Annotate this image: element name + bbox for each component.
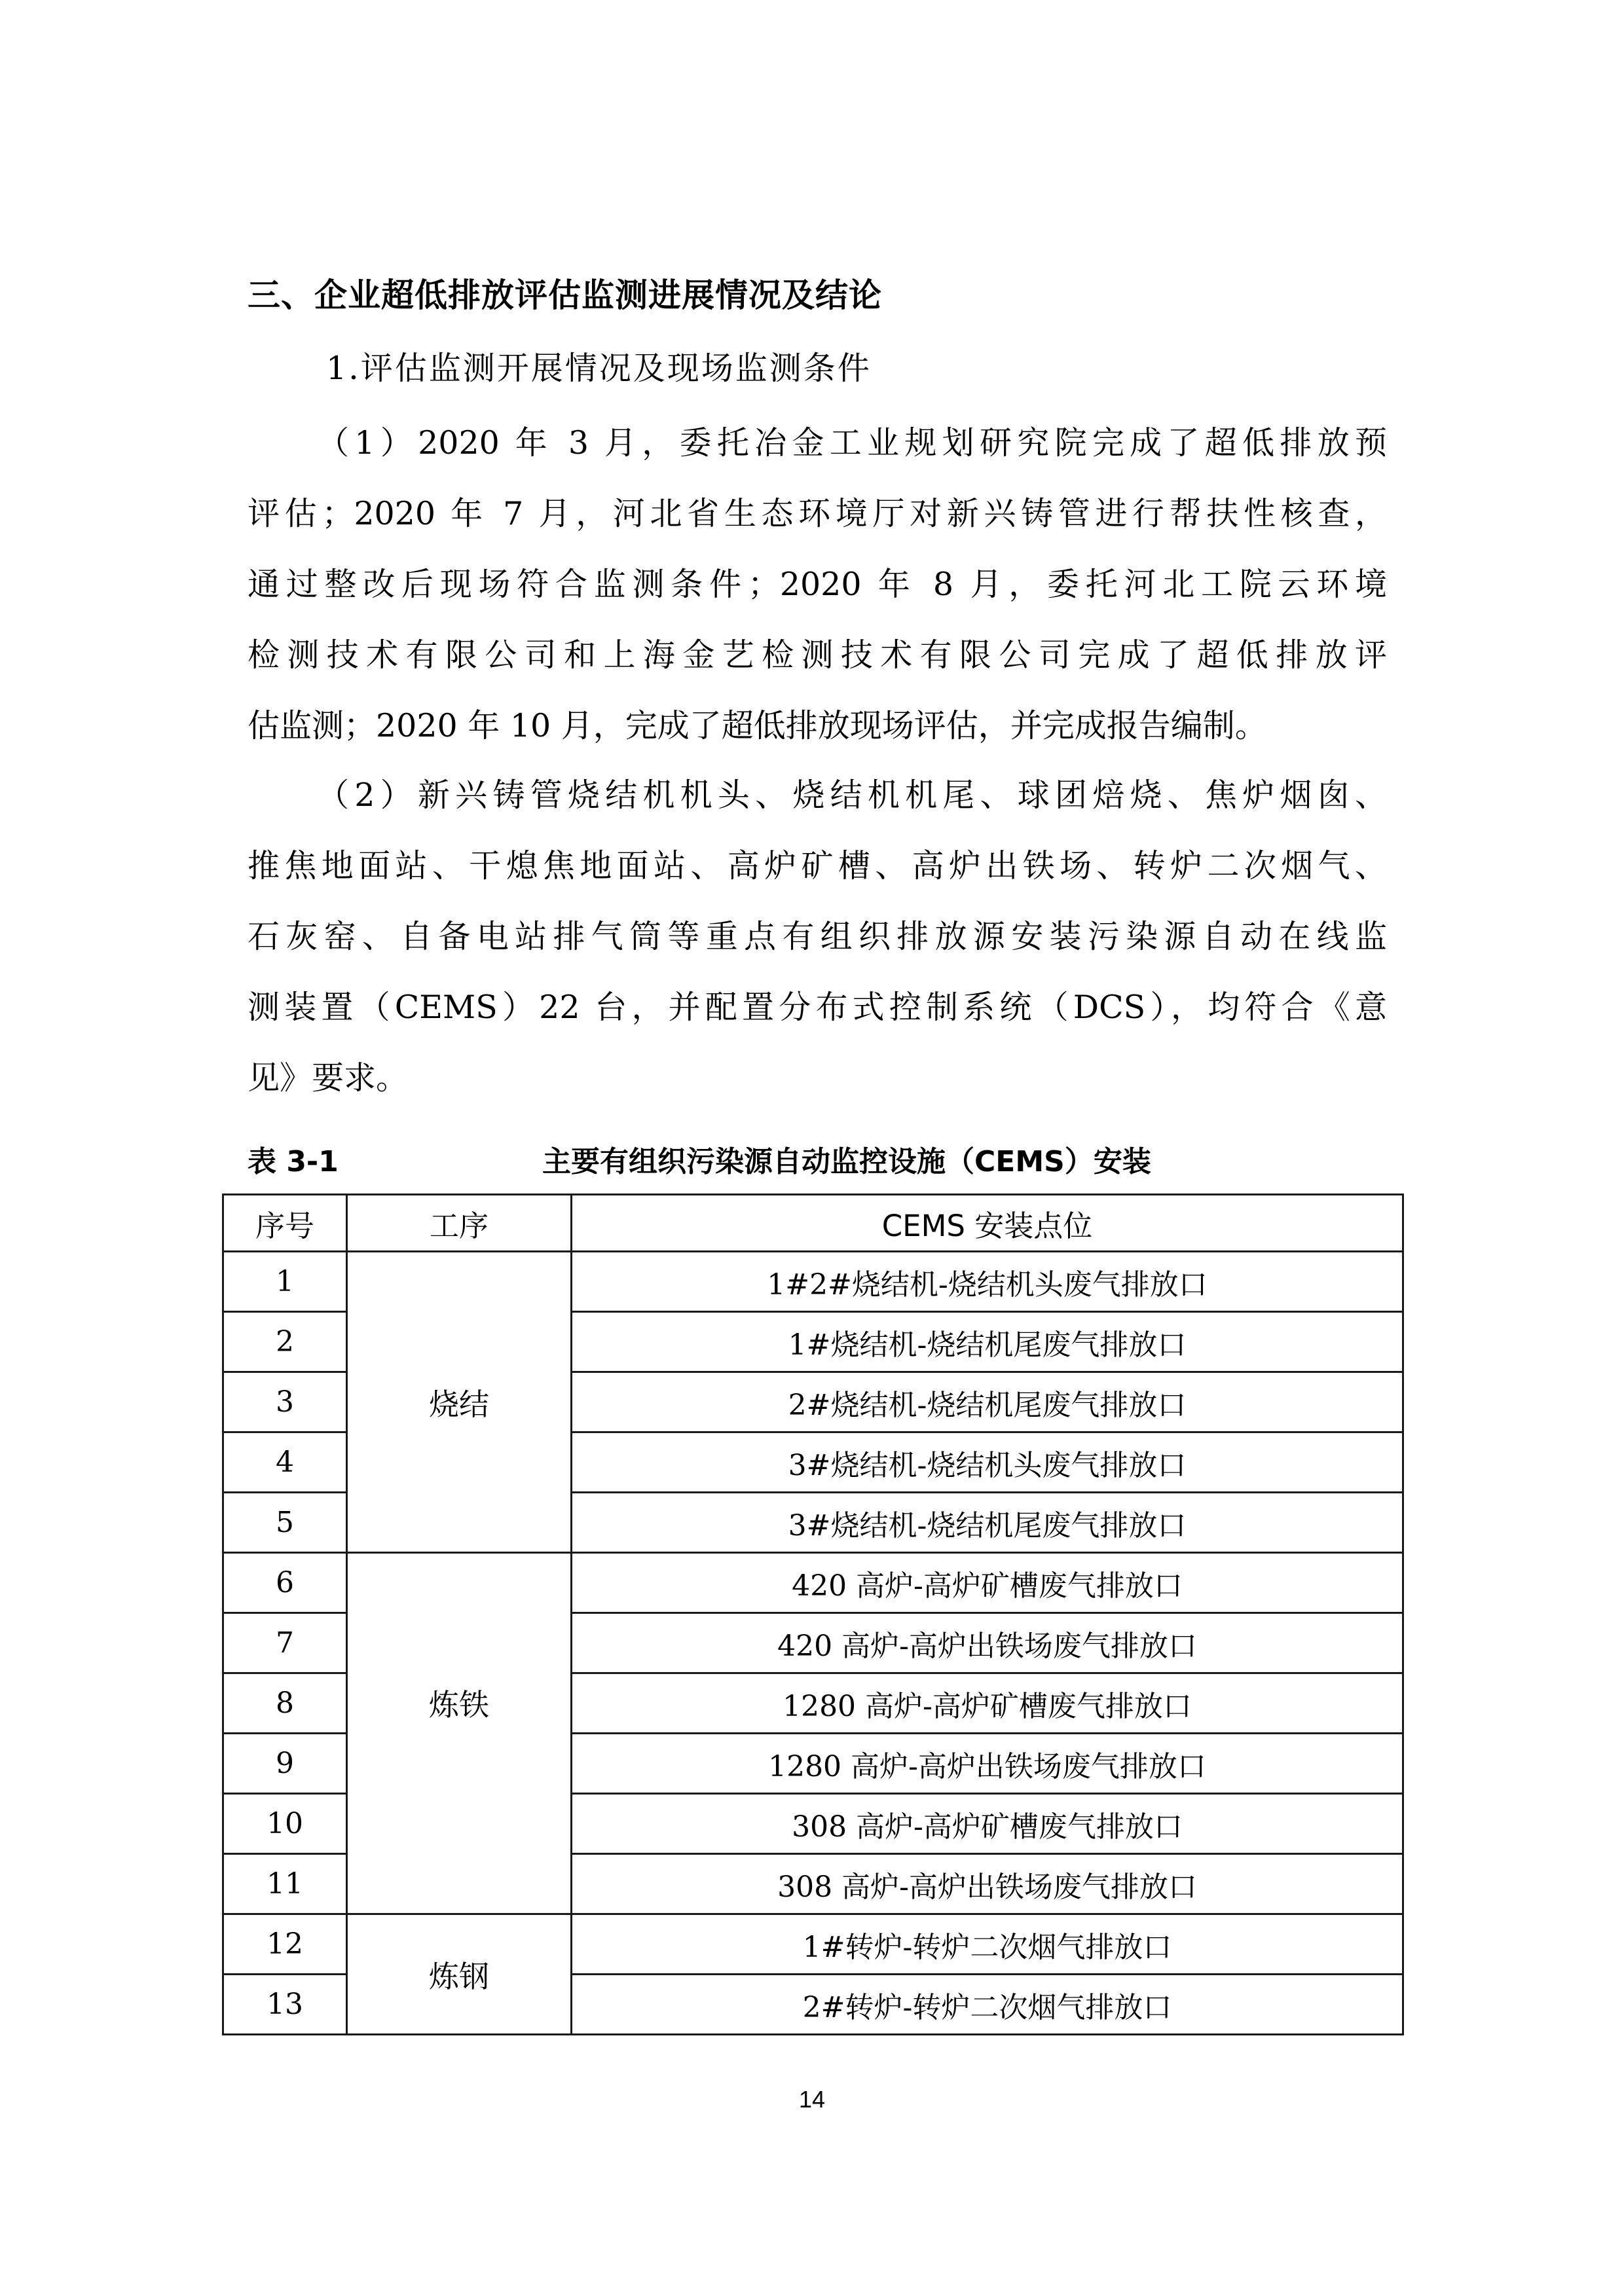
cell-serial-number: 12 xyxy=(223,1914,347,1975)
subsection-heading: 1.评估监测开展情况及现场监测条件 xyxy=(326,350,872,387)
cell-cems-location: 420 高炉-高炉矿槽废气排放口 xyxy=(572,1553,1403,1613)
cell-cems-location: 3#烧结机-烧结机尾废气排放口 xyxy=(572,1493,1403,1553)
paragraph-line: 通过整改后现场符合监测条件；2020 年 8 月，委托河北工院云环境 xyxy=(248,566,1387,603)
cell-serial-number: 9 xyxy=(223,1734,347,1794)
cell-serial-number: 10 xyxy=(223,1794,347,1854)
paragraph-evaluation-timeline xyxy=(248,420,1387,774)
header-process: 工序 xyxy=(347,1195,572,1252)
paragraph-line: 检测技术有限公司和上海金艺检测技术有限公司完成了超低排放评 xyxy=(248,636,1387,674)
cell-serial-number: 2 xyxy=(223,1312,347,1372)
cell-serial-number: 7 xyxy=(223,1613,347,1673)
paragraph-line: 评估；2020 年 7 月，河北省生态环境厅对新兴铸管进行帮扶性核查， xyxy=(248,495,1387,532)
cell-serial-number: 13 xyxy=(223,1975,347,2035)
table-header-row xyxy=(223,1195,1403,1252)
cell-serial-number: 11 xyxy=(223,1854,347,1914)
cell-process-steelmaking: 炼钢 xyxy=(347,1914,572,2035)
section-heading: 三、企业超低排放评估监测进展情况及结论 xyxy=(248,276,882,314)
table-title: 主要有组织污染源自动监控设施（CEMS）安装 xyxy=(542,1145,1151,1178)
paragraph-line: 推焦地面站、干熄焦地面站、高炉矿槽、高炉出铁场、转炉二次烟气、 xyxy=(248,847,1387,884)
cell-cems-location: 1280 高炉-高炉出铁场废气排放口 xyxy=(572,1734,1403,1794)
cell-cems-location: 3#烧结机-烧结机头废气排放口 xyxy=(572,1432,1403,1493)
header-serial-number: 序号 xyxy=(223,1195,347,1252)
paragraph-line: （2）新兴铸管烧结机机头、烧结机机尾、球团焙烧、焦炉烟囱、 xyxy=(317,776,1387,814)
cems-table xyxy=(222,1194,1404,2035)
paragraph-line: （1）2020 年 3 月，委托冶金工业规划研究院完成了超低排放预 xyxy=(317,424,1387,462)
table-row xyxy=(223,1252,1403,1312)
cell-serial-number: 6 xyxy=(223,1553,347,1613)
cell-serial-number: 5 xyxy=(223,1493,347,1553)
paragraph-line: 见》要求。 xyxy=(248,1059,409,1097)
cell-cems-location: 2#转炉-转炉二次烟气排放口 xyxy=(572,1975,1403,2035)
table-row xyxy=(223,1553,1403,1613)
page-number: 14 xyxy=(798,2086,826,2113)
paragraph-line: 估监测；2020 年 10 月，完成了超低排放现场评估，并完成报告编制。 xyxy=(248,707,1267,744)
cell-cems-location: 2#烧结机-烧结机尾废气排放口 xyxy=(572,1372,1403,1432)
cell-process-sintering: 烧结 xyxy=(347,1252,572,1553)
cell-cems-location: 420 高炉-高炉出铁场废气排放口 xyxy=(572,1613,1403,1673)
cell-cems-location: 1280 高炉-高炉矿槽废气排放口 xyxy=(572,1673,1403,1734)
cell-cems-location: 1#2#烧结机-烧结机头废气排放口 xyxy=(572,1252,1403,1312)
paragraph-line: 石灰窑、自备电站排气筒等重点有组织排放源安装污染源自动在线监 xyxy=(248,918,1387,955)
header-cems-location: CEMS 安装点位 xyxy=(572,1195,1403,1252)
paragraph-line: 测装置（CEMS）22 台，并配置分布式控制系统（DCS），均符合《意 xyxy=(248,989,1387,1026)
cell-cems-location: 308 高炉-高炉出铁场废气排放口 xyxy=(572,1854,1403,1914)
cell-cems-location: 1#转炉-转炉二次烟气排放口 xyxy=(572,1914,1403,1975)
cell-serial-number: 3 xyxy=(223,1372,347,1432)
cell-serial-number: 4 xyxy=(223,1432,347,1493)
cell-cems-location: 1#烧结机-烧结机尾废气排放口 xyxy=(572,1312,1403,1372)
cell-process-ironmaking: 炼铁 xyxy=(347,1553,572,1914)
cell-serial-number: 1 xyxy=(223,1252,347,1312)
cell-serial-number: 8 xyxy=(223,1673,347,1734)
table-row xyxy=(223,1914,1403,1975)
table-label: 表 3-1 xyxy=(248,1145,339,1178)
paragraph-cems-installation xyxy=(248,773,1387,1126)
cell-cems-location: 308 高炉-高炉矿槽废气排放口 xyxy=(572,1794,1403,1854)
